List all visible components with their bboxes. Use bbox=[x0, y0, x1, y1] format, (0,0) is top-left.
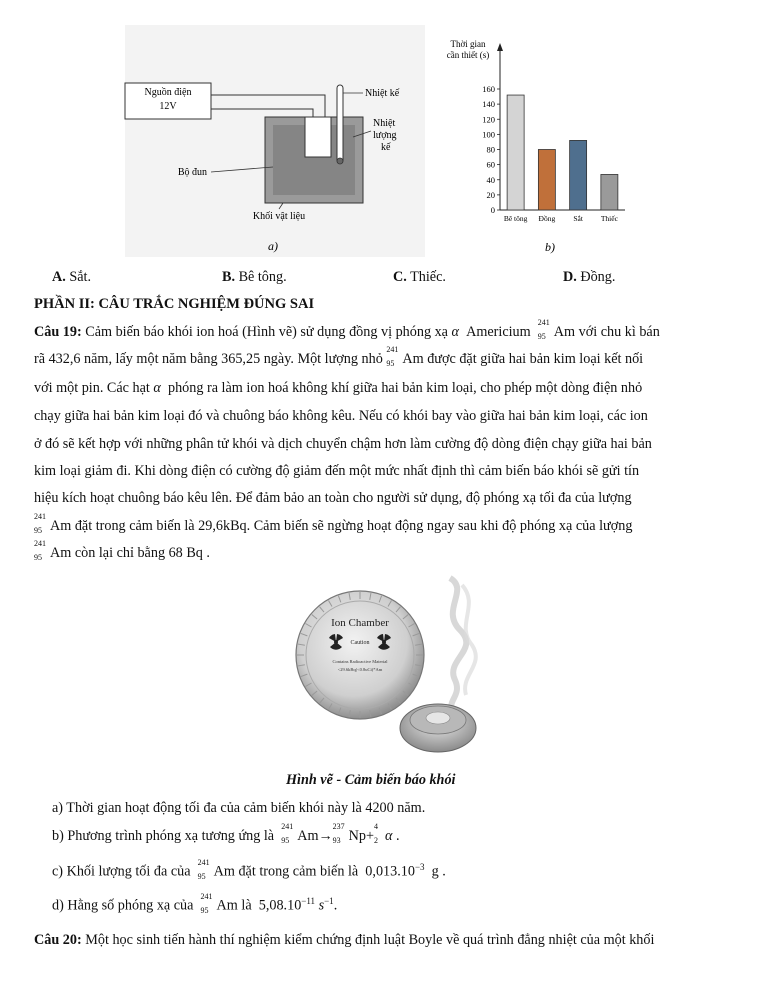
calorimeter-label-3: kế bbox=[381, 142, 391, 153]
q18-option-a: A. Sắt. bbox=[52, 269, 92, 285]
q19-line-6: kim loại giảm đi. Khi dòng điện có cường độ giảm đến một mức nhất định thì cảm biến báo khói sẽ gửi tín bbox=[34, 463, 640, 479]
photo-small-text-2: <29.6kBq(<0.8uCi)*Am bbox=[337, 667, 383, 672]
section-title: PHẦN II: CÂU TRẮC NGHIỆM ĐÚNG SAI bbox=[34, 296, 315, 312]
chart-x-tick-label: Đồng bbox=[538, 214, 556, 223]
q18-option-c: C. Thiếc. bbox=[393, 269, 446, 285]
chart-x-tick-label: Sắt bbox=[573, 214, 583, 223]
q19-statement-a: a) Thời gian hoạt động tối đa của cảm biến khói này là 4200 năm. bbox=[52, 800, 426, 816]
figure-a-apparatus bbox=[115, 25, 445, 257]
q18-option-d: D. Đồng. bbox=[563, 269, 616, 285]
chart-bar bbox=[507, 95, 524, 210]
heater-label: Bộ đun bbox=[177, 167, 207, 178]
thermometer-label: Nhiệt kế bbox=[365, 88, 400, 99]
chart-y-axis-arrow bbox=[497, 43, 503, 51]
q19-statement-b: b) Phương trình phóng xạ tương ứng là 241 95 Am→ 237 93 Np+ 4 2 α . bbox=[52, 822, 400, 845]
chart-y-tick-label: 60 bbox=[486, 159, 495, 170]
chart-y-tick-label: 40 bbox=[486, 174, 495, 185]
chart-bar bbox=[570, 140, 587, 210]
q18-option-b: B. Bê tông. bbox=[222, 269, 287, 285]
chart-y-tick-label: 160 bbox=[482, 84, 495, 94]
chart-ylabel-1: Thời gian bbox=[450, 39, 486, 49]
thermometer bbox=[337, 85, 343, 163]
figure-b-bar-chart bbox=[440, 35, 630, 257]
chart-y-tick-label: 20 bbox=[486, 189, 495, 200]
chart-y-tick-label: 100 bbox=[482, 129, 495, 140]
figure-a-caption: a) bbox=[268, 239, 278, 253]
q19-statement-c: c) Khối lượng tối đa của 241 95 Am đặt trong cảm biến là $0,013.10^{-3}$ g . bbox=[52, 857, 446, 881]
block-label: Khối vật liệu bbox=[252, 211, 306, 222]
chart-x-tick-label: Bê tông bbox=[503, 214, 528, 223]
ion-chamber-title: Ion Chamber bbox=[331, 617, 389, 629]
chart-y-tick-label: 0 bbox=[490, 205, 495, 215]
q19-line-3: với một pin. Các hạt α phóng ra làm ion hoá không khí giữa hai bản kim loại, cho phép một dòng điện nhỏ bbox=[34, 380, 643, 396]
chart-y-tick-label: 120 bbox=[482, 114, 495, 125]
chart-x-tick-label: Thiếc bbox=[600, 214, 618, 223]
q19-line-8: 241 95 Am đặt trong cảm biến là 29,6kBq. Cảm biến sẽ ngừng hoạt động ngay sau khi độ phóng xạ của lượng bbox=[34, 512, 633, 535]
chart-ylabel-2: cần thiết (s) bbox=[446, 50, 490, 60]
q19-line-7: hiệu kích hoạt chuông báo kêu lên. Để đảm bảo an toàn cho người sử dụng, độ phóng xạ tối đa của lượng bbox=[34, 490, 632, 506]
power-label-2: 12V bbox=[159, 101, 177, 112]
caution-text: Caution bbox=[350, 640, 370, 646]
calorimeter-label-1: Nhiệt bbox=[373, 118, 396, 129]
calorimeter-label-2: lượng bbox=[373, 130, 397, 141]
q19-line-2: rã 432,6 năm, lấy một năm bằng 365,25 ngày. Một lượng nhỏ 241 95 Am được đặt giữa hai bản kim loại kết nối bbox=[34, 345, 644, 368]
figure-b-caption: b) bbox=[545, 240, 555, 254]
chart-y-tick-label: 140 bbox=[482, 99, 495, 110]
q19-line-9: 241 95 Am còn lại chỉ bằng 68 Bq . bbox=[34, 539, 210, 562]
chart-bar bbox=[601, 174, 618, 210]
photo-small-text-1: Contains Radioactive Material bbox=[332, 659, 388, 664]
q19-line-4: chạy giữa hai bản kim loại đó và chuông báo không kêu. Nếu có khói bay vào giữa hai bản kim loại, các ion bbox=[34, 408, 648, 424]
q19-statement-d: d) Hằng số phóng xạ của 241 95 Am là $5,08.10^{-11}$ $s^{-1}$. bbox=[52, 891, 338, 915]
chart-bar bbox=[538, 150, 555, 211]
heater bbox=[305, 117, 331, 157]
ion-chamber-body bbox=[296, 591, 424, 719]
q19-line-5: ở đó sẽ kết hợp với những phân tử khói và dịch chuyển chậm hơn làm cường độ dòng điện chạy giữa hai bản bbox=[34, 436, 652, 452]
smoke-detector-photo bbox=[280, 570, 495, 770]
power-label-1: Nguồn điện bbox=[144, 87, 192, 98]
chart-y-tick-label: 80 bbox=[486, 144, 495, 155]
q20-line-1: Câu 20: Một học sinh tiến hành thí nghiệm kiểm chứng định luật Boyle về quá trình đẳng nhiệt của một khối bbox=[34, 932, 655, 948]
figure-caption: Hình vẽ - Cảm biến báo khói bbox=[286, 772, 456, 788]
q19-line-1: Câu 19: Cảm biến báo khói ion hoá (Hình vẽ) sử dụng đồng vị phóng xạ α Americium 241 95 Am với chu kì bán bbox=[34, 318, 660, 341]
